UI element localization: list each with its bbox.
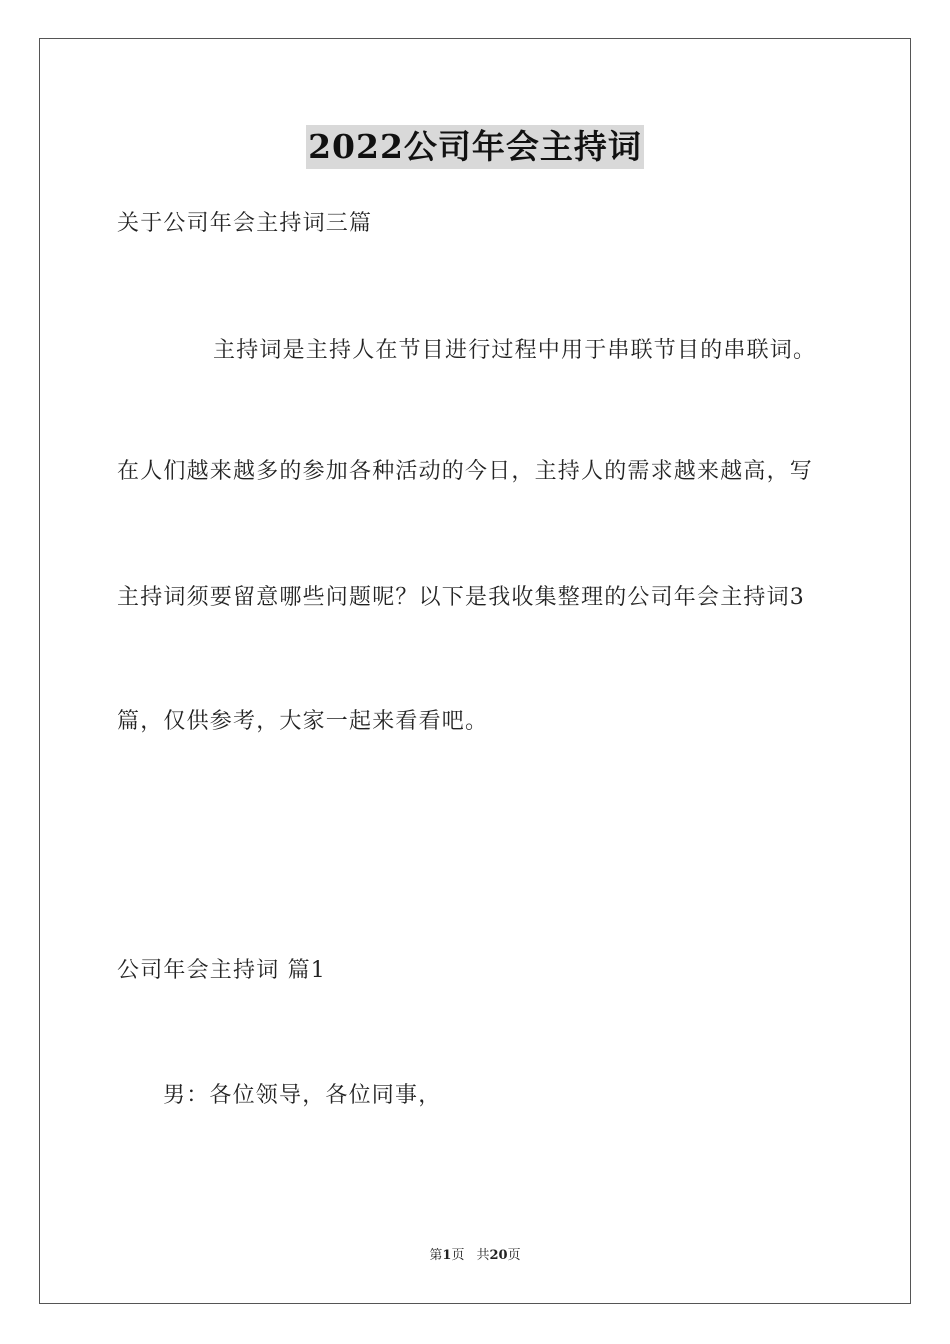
intro-paragraph-line-4: 篇，仅供参考，大家一起来看看吧。 xyxy=(117,709,489,734)
document-title: 2022公司年会主持词 xyxy=(306,125,644,169)
footer-page-suffix: 页 xyxy=(451,1248,465,1263)
footer-total-prefix: 共 xyxy=(476,1248,490,1263)
intro-paragraph-line-1: 主持词是主持人在节目进行过程中用于串联节目的串联词。 xyxy=(213,338,817,363)
footer-total-pages: 20 xyxy=(489,1248,508,1263)
intro-paragraph-line-2: 在人们越来越多的参加各种活动的今日，主持人的需求越来越高，写 xyxy=(117,459,814,484)
document-subtitle: 关于公司年会主持词三篇 xyxy=(117,211,373,236)
intro-paragraph-line-3: 主持词须要留意哪些问题呢？以下是我收集整理的公司年会主持词3 xyxy=(117,585,805,610)
footer-page-prefix: 第 xyxy=(429,1248,443,1263)
footer-page-number: 1 xyxy=(442,1248,452,1263)
page-footer xyxy=(0,1246,950,1266)
section-heading: 公司年会主持词 篇1 xyxy=(117,958,326,983)
speech-line: 男：各位领导，各位同事， xyxy=(163,1083,442,1108)
footer-total-suffix: 页 xyxy=(507,1248,521,1263)
title-container xyxy=(0,125,950,169)
